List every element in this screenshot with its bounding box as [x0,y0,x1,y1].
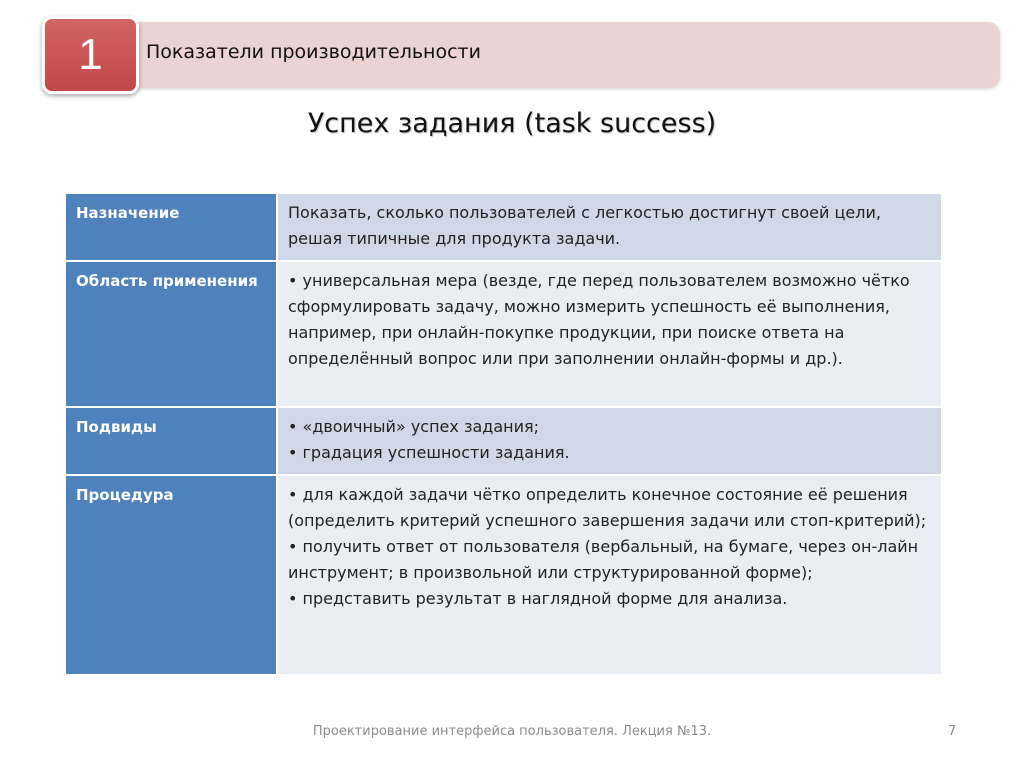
content-line: • для каждой задачи чётко определить конечное состояние её решения (определить критерий успешного завершения задачи или стоп-критерий); [288,485,927,530]
content-line: • градация успешности задания. [288,443,570,462]
row-label: Процедура [65,475,277,675]
section-number-badge: 1 [42,16,139,94]
row-content [277,261,942,407]
row-content [277,193,942,261]
table-row-scope [65,261,942,407]
section-title: Показатели производительности [146,41,481,63]
footer-text: Проектирование интерфейса пользователя. Лекция №13. [312,724,712,739]
row-content [277,475,942,675]
content-line: • представить результат в наглядной форме для анализа. [288,589,788,608]
page-number: 7 [948,724,957,739]
content-line: Показать, сколько пользователей с легкостью достигнут своей цели, решая типичные для продукта задачи. [288,203,881,248]
row-content [277,407,942,475]
content-line: • «двоичный» успех задания; [288,417,539,436]
row-label: Назначение [65,193,277,261]
table-row-purpose [65,193,942,261]
content-line: • универсальная мера (везде, где перед пользователем возможно чётко сформулировать задачу, можно измерить успешность её выполнения, например, при онлайн-покупке продукции, при поиске ответа на определённый вопрос или при заполнении онлайн-формы и др.). [288,271,910,368]
slide-title: Успех задания (task success) [307,108,717,139]
table-row-procedure [65,475,942,675]
row-label: Подвиды [65,407,277,475]
info-table [64,192,943,676]
table-row-subtypes [65,407,942,475]
content-line: • получить ответ от пользователя (вербальный, на бумаге, через он-лайн инструмент; в произвольной или структурированной форме); [288,537,919,582]
row-label: Область применения [65,261,277,407]
